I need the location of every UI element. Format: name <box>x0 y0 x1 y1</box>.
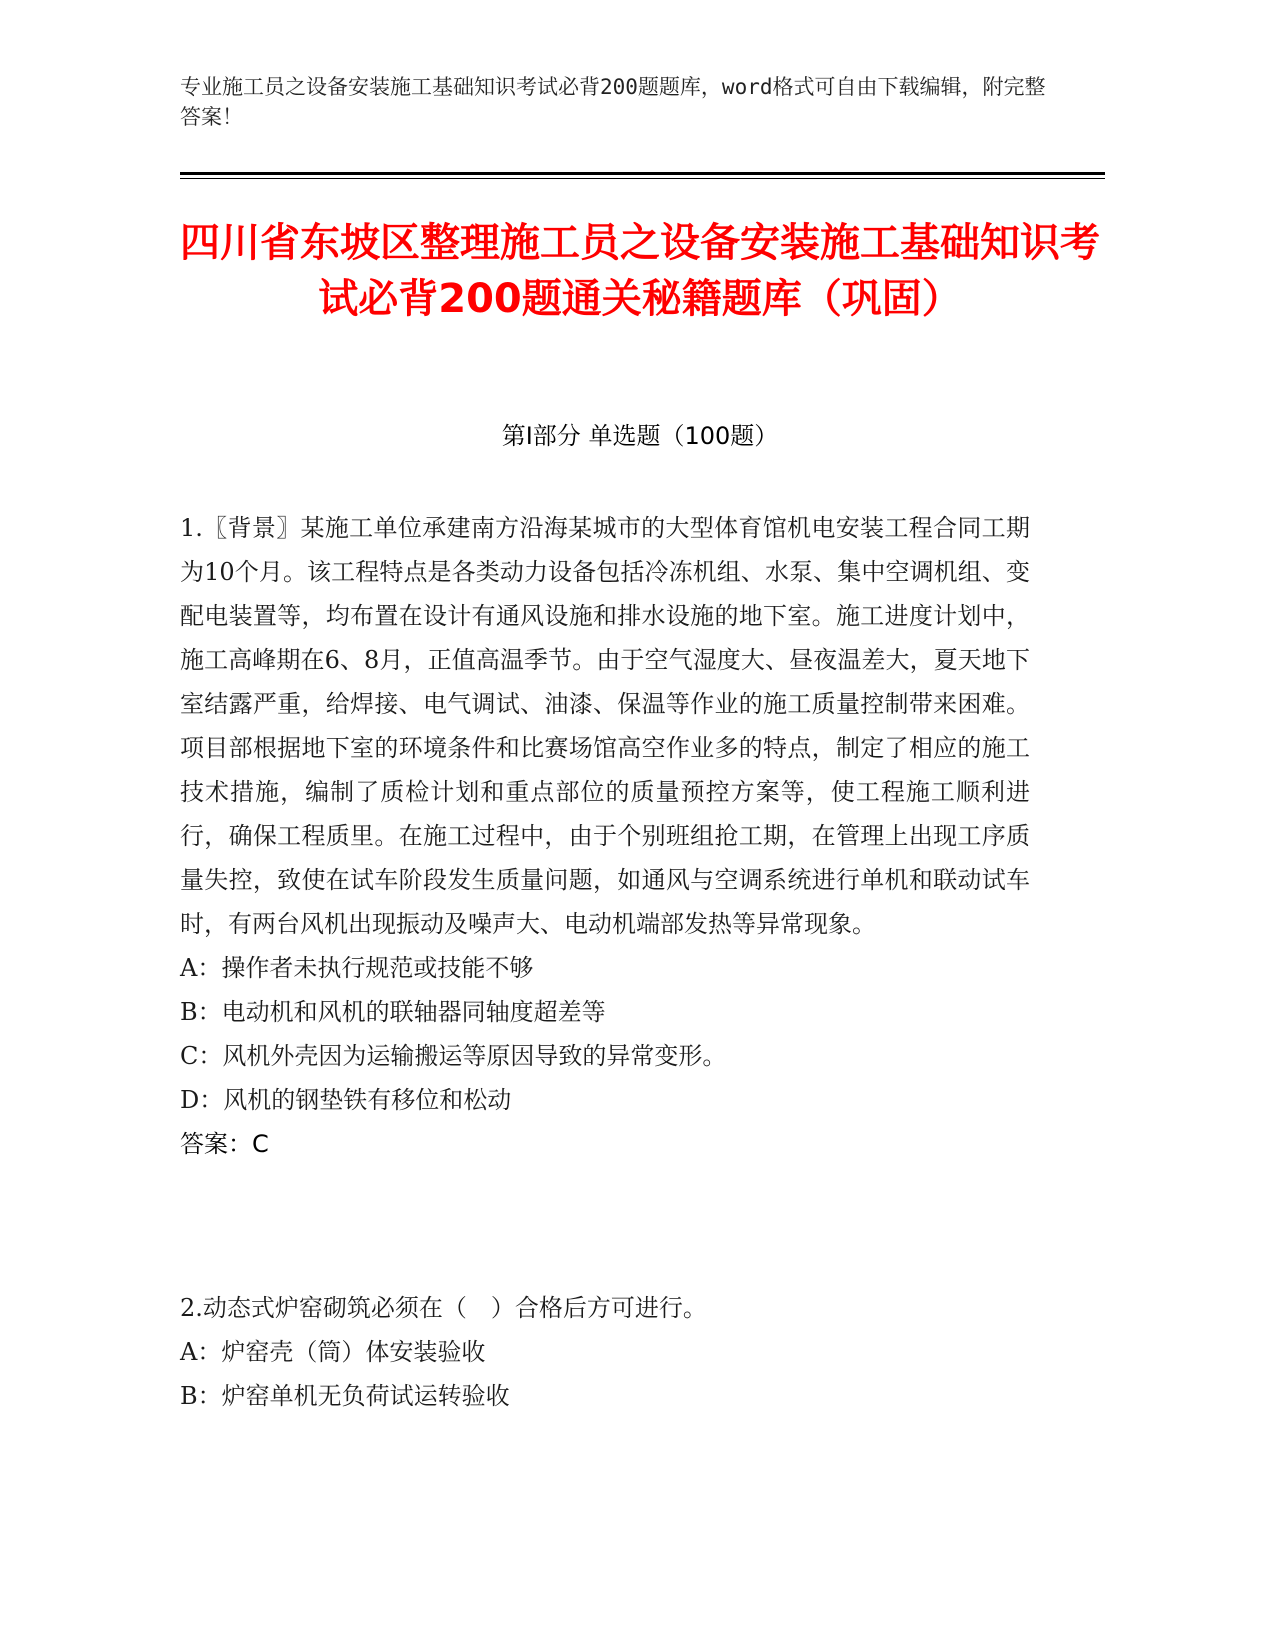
header-divider-thick <box>180 172 1105 175</box>
option-a: A：炉窑壳（筒）体安装验收 <box>180 1338 486 1366</box>
question-1 <box>180 506 1030 1166</box>
option-d: D：风机的钢垫铁有移位和松动 <box>180 1086 512 1114</box>
question-stem: 1.〖背景〗某施工单位承建南方沿海某城市的大型体育馆机电安装工程合同工期为10个月。该工程特点是各类动力设备包括冷冻机组、水泵、集中空调机组、变配电装置等，均布置在设计有通风设施和排水设施的地下室。施工进度计划中，施工高峰期在6、8月，正值高温季节。由于空气湿度大、昼夜温差大，夏天地下室结露严重，给焊接、电气调试、油漆、保温等作业的施工质量控制带来困难。项目部根据地下室的环境条件和比赛场馆高空作业多的特点，制定了相应的施工技术措施，编制了质检计划和重点部位的质量预控方案等，使工程施工顺利进行，确保工程质里。在施工过程中，由于个别班组抢工期，在管理上出现工序质量失控，致使在试车阶段发生质量问题，如通风与空调系统进行单机和联动试车时，有两台风机出现振动及噪声大、电动机端部发热等异常现象。 <box>180 514 1030 938</box>
document-title: 四川省东坡区整理施工员之设备安装施工基础知识考试必背200题通关秘籍题库（巩固） <box>180 220 1100 322</box>
header-note: 专业施工员之设备安装施工基础知识考试必背200题题库，word格式可自由下载编辑，附完整答案！ <box>180 75 1046 129</box>
option-a: A：操作者未执行规范或技能不够 <box>180 954 534 982</box>
option-b: B：炉窑单机无负荷试运转验收 <box>180 1382 510 1410</box>
option-c: C：风机外壳因为运输搬运等原因导致的异常变形。 <box>180 1042 727 1070</box>
option-b: B：电动机和风机的联轴器同轴度超差等 <box>180 998 606 1026</box>
question-2 <box>180 1286 1030 1418</box>
section-heading: 第Ⅰ部分 单选题（100题） <box>501 422 779 450</box>
question-stem: 2.动态式炉窑砌筑必须在（ ）合格后方可进行。 <box>180 1294 707 1322</box>
answer-line: 答案：C <box>180 1130 269 1158</box>
header-divider-thin <box>180 178 1105 179</box>
